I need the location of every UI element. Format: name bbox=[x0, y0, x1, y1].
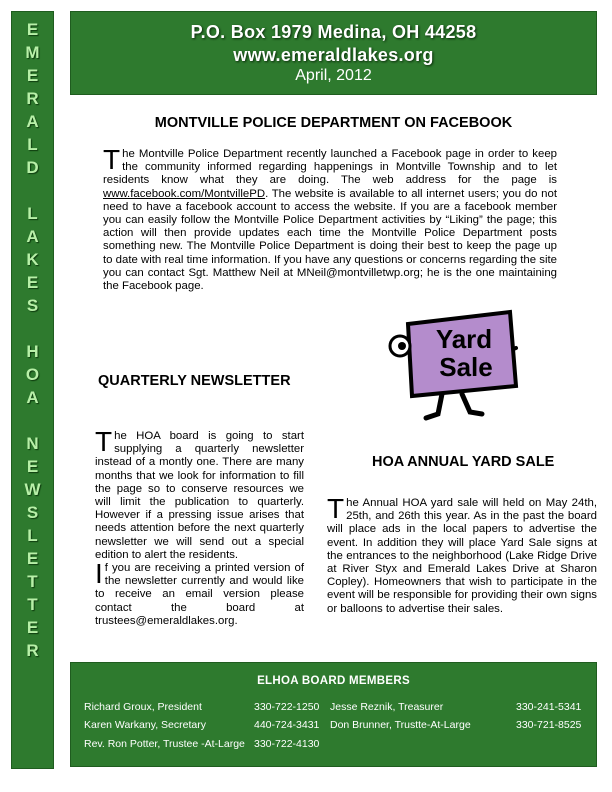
sidebar-letter: A bbox=[26, 112, 39, 131]
yard-sale-text: he Annual HOA yard sale will held on May 24th, 25th, and 26th this year. As in the past the board will place ads in the local papers to advertise the event. In addition they will place Yard Sale signs at the entrances to the neighborhood (Lake Ridge Drive at River Styx and Emerald Lakes Drive at Sharon Copley). Homeowners that wish to participate in the event will be responsible for providing their own signs or balloons to advertise their sales. bbox=[327, 497, 597, 615]
board-member-name: Karen Warkany, Secretary bbox=[84, 719, 206, 731]
police-text-2: . The website is available to all internet users; you do not need to have a facebook account to access the website. If you are a facebook member you can easily follow the Montville Police Department activities by “Liking” the page; this action will then provide updates each time the Montville Police Department posts something new. The Montville Police Department is doing their best to keep the page up to date with real time information. If you have any questions or concerns regarding the site you can contact Sgt. Matthew Neil at MNeil@montvilletwp.org; he is the one maintaining the Facebook page. bbox=[103, 187, 557, 293]
sidebar-letter: W bbox=[24, 480, 41, 499]
newsletter-paragraph-1 bbox=[95, 426, 304, 562]
sidebar-letter: S bbox=[26, 503, 39, 522]
sidebar-letter: S bbox=[26, 296, 39, 315]
newsletter-article bbox=[95, 426, 304, 628]
sidebar-letter: A bbox=[26, 388, 39, 407]
board-title: ELHOA BOARD MEMBERS bbox=[257, 675, 410, 687]
sidebar-letter: E bbox=[26, 20, 39, 39]
header-address: P.O. Box 1979 Medina, OH 44258 bbox=[190, 22, 477, 42]
sidebar-banner bbox=[11, 11, 54, 769]
newsletter-text-2: f you are receiving a printed version of the newsletter currently and would like to receive an email version please contact the board at trustees@emeraldlakes.org. bbox=[95, 562, 304, 627]
board-member-phone: 330-722-1250 bbox=[254, 701, 320, 713]
sidebar-letter: M bbox=[25, 43, 40, 62]
police-text-1: he Montville Police Department recently launched a Facebook page in order to keep the community informed regarding happenings in Montville Township and to let residents know what they are doing. The web address for the page is bbox=[103, 148, 557, 187]
police-dropcap: T bbox=[103, 144, 121, 175]
sidebar-spacer bbox=[11, 317, 54, 340]
sidebar-spacer bbox=[11, 179, 54, 202]
sidebar-letter: A bbox=[26, 227, 39, 246]
header-website[interactable]: www.emeraldlakes.org bbox=[233, 45, 434, 65]
sidebar-letter: K bbox=[26, 250, 39, 269]
newsletter-paragraph-2 bbox=[95, 558, 304, 628]
sidebar-letter: E bbox=[26, 618, 39, 637]
board-member-name: Rev. Ron Potter, Trustee -At-Large bbox=[84, 738, 245, 750]
sidebar-letter: R bbox=[26, 89, 39, 108]
sidebar-spacer bbox=[11, 409, 54, 432]
board-members-box bbox=[70, 662, 597, 767]
sidebar-letter: H bbox=[26, 342, 39, 361]
sidebar-letter: T bbox=[27, 572, 38, 591]
header-date: April, 2012 bbox=[295, 67, 372, 84]
yard-sale-title: HOA ANNUAL YARD SALE bbox=[372, 454, 555, 470]
board-member-phone: 330-722-4130 bbox=[254, 738, 320, 750]
sidebar-letter: L bbox=[27, 204, 38, 223]
sidebar-letter: D bbox=[26, 158, 39, 177]
yard-sale-dropcap: T bbox=[327, 493, 345, 524]
sidebar-letter: R bbox=[26, 641, 39, 660]
sidebar-letter: L bbox=[27, 526, 38, 545]
board-member-phone: 330-721-8525 bbox=[516, 719, 582, 731]
board-member-name: Jesse Reznik, Treasurer bbox=[330, 701, 444, 713]
sidebar-letter: E bbox=[26, 66, 39, 85]
sign-word-sale: Sale bbox=[439, 352, 493, 382]
newsletter-dropcap-2: I bbox=[95, 558, 103, 590]
sidebar-letter: E bbox=[26, 273, 39, 292]
yard-sale-sign-illustration bbox=[382, 302, 532, 430]
board-member-name: Don Brunner, Trustte-At-Large bbox=[330, 719, 471, 731]
sidebar-letter: N bbox=[26, 434, 39, 453]
newsletter-dropcap-1: T bbox=[95, 426, 113, 457]
newsletter-title: QUARTERLY NEWSLETTER bbox=[98, 373, 291, 389]
board-member-name: Richard Groux, President bbox=[84, 701, 202, 713]
sidebar-letter: E bbox=[26, 457, 39, 476]
sidebar-letter: L bbox=[27, 135, 38, 154]
sidebar-letter: T bbox=[27, 595, 38, 614]
header-banner bbox=[70, 11, 597, 95]
sidebar-letter: E bbox=[26, 549, 39, 568]
police-facebook-link[interactable]: www.facebook.com/MontvillePD bbox=[103, 187, 266, 200]
police-article bbox=[103, 144, 557, 293]
police-title: MONTVILLE POLICE DEPARTMENT ON FACEBOOK bbox=[154, 115, 513, 131]
board-member-phone: 330-241-5341 bbox=[516, 701, 582, 713]
board-member-phone: 440-724-3431 bbox=[254, 719, 320, 731]
newsletter-text-1: he HOA board is going to start supplying a quarterly newsletter instead of a montly one. There are many months that we look for information to fill the page so to conserve resources we will limit the publication to quarterly. However if a pressing issue arises that needs attention before the next quarterly newsletter we will send out a special edition to alert the residents. bbox=[95, 430, 304, 561]
yard-sale-article bbox=[327, 493, 597, 616]
sign-word-yard: Yard bbox=[435, 324, 493, 354]
sidebar-letter: O bbox=[25, 365, 40, 384]
